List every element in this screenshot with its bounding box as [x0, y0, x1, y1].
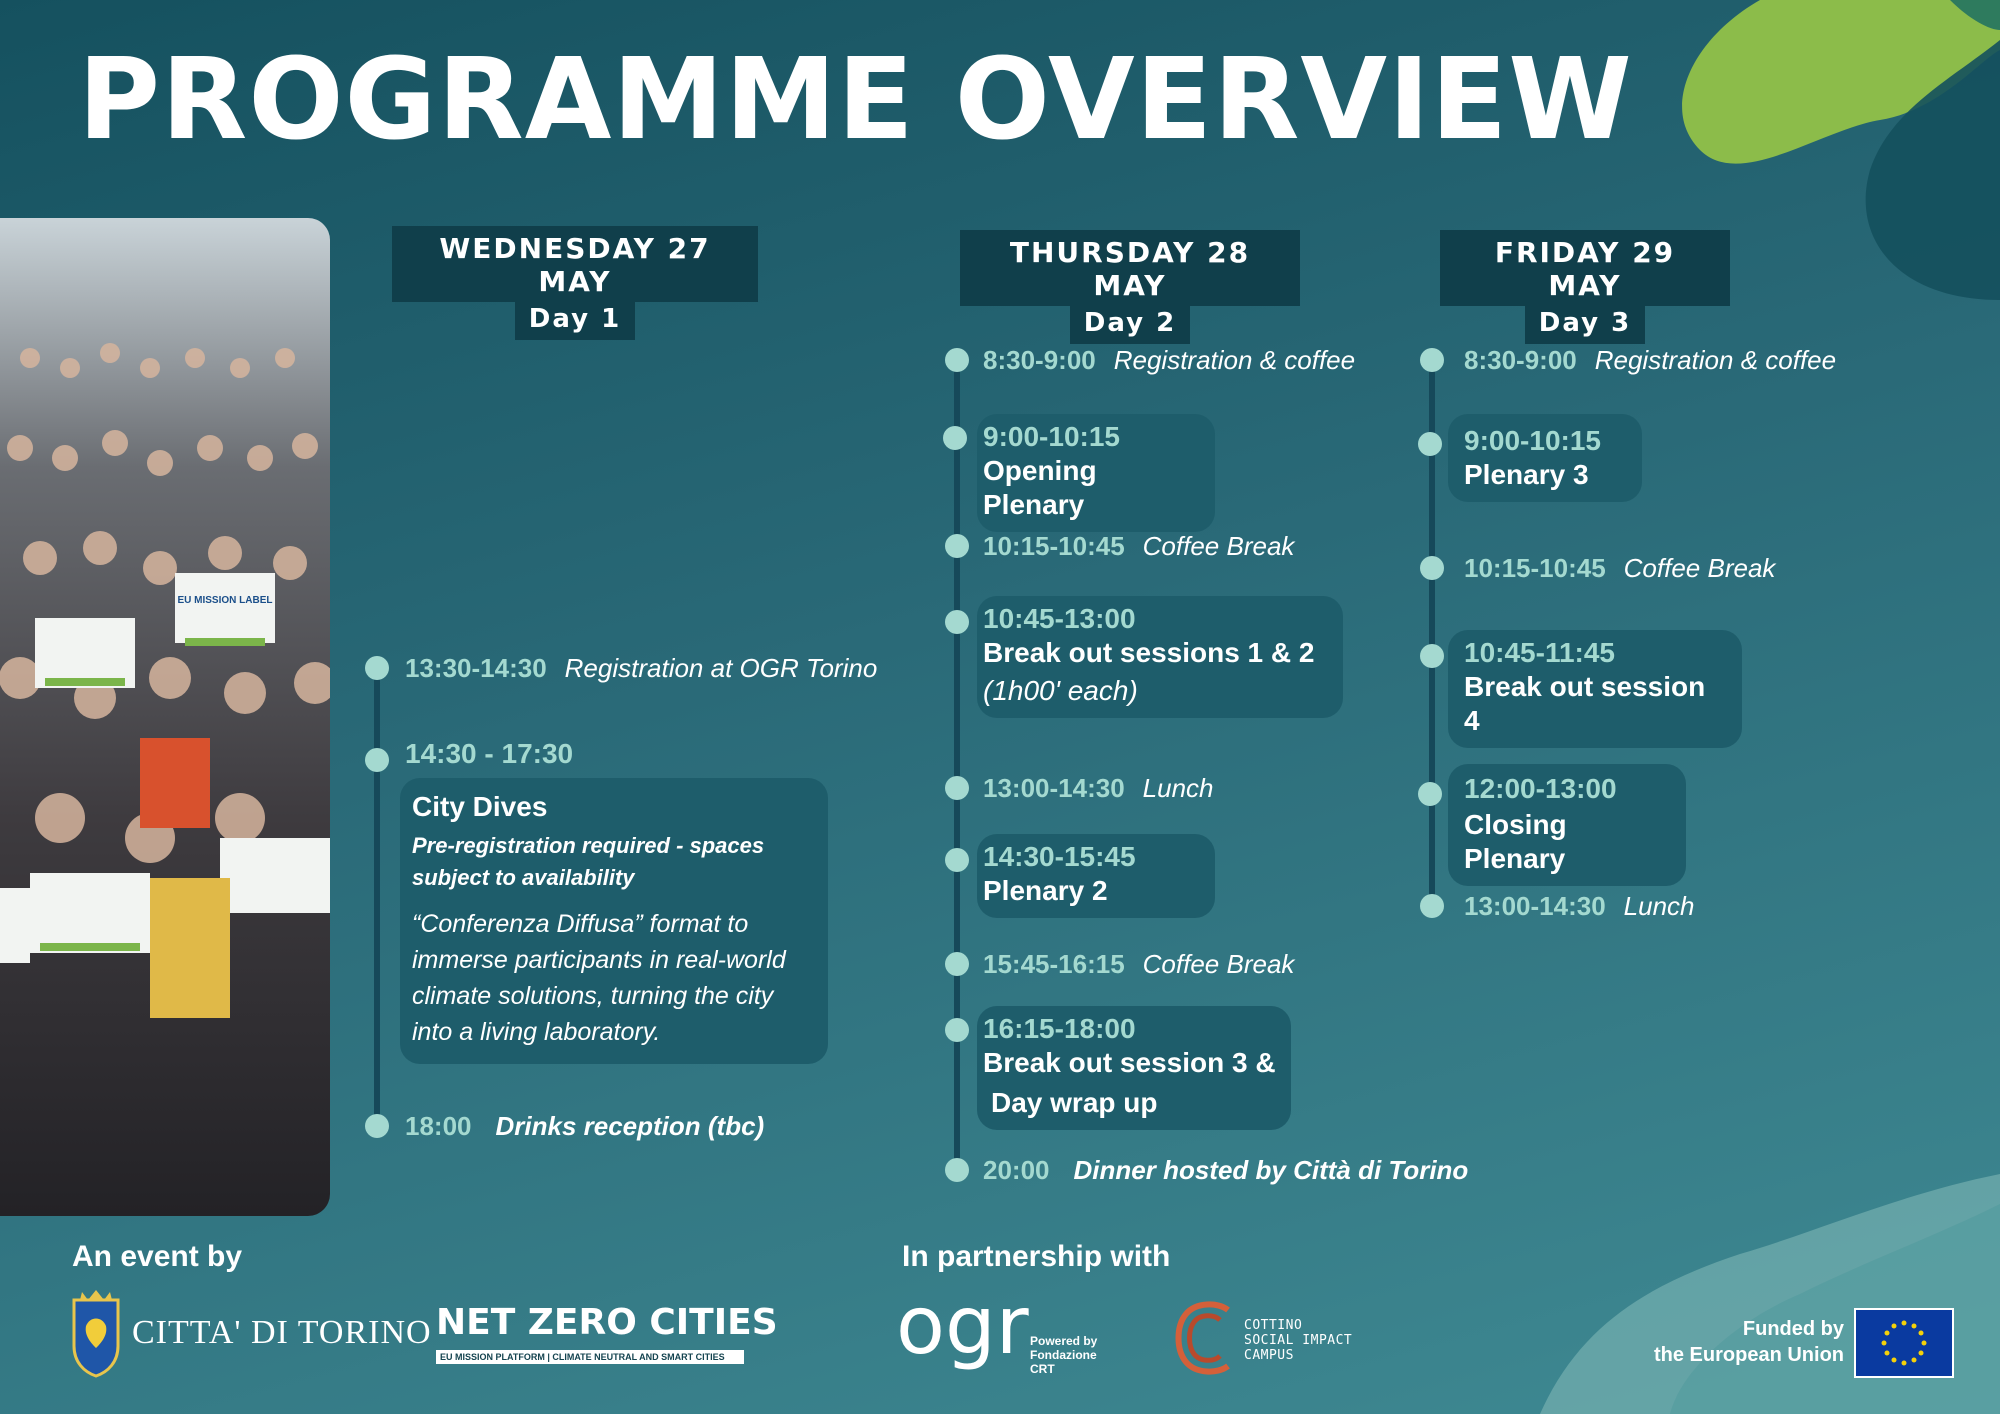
timeline-dot: [365, 656, 389, 680]
day2-breakout-1-2-card: 10:45-13:00 Break out sessions 1 & 2 (1h00' each): [977, 596, 1343, 718]
timeline-dot: [365, 748, 389, 772]
ogr-logo-text: ogr: [896, 1279, 1029, 1372]
timeline-dot: [945, 848, 969, 872]
day2-header: [960, 230, 1300, 344]
day1-slot-citydives-time: 14:30 - 17:30: [405, 738, 574, 769]
day3-label: Day 3: [1525, 306, 1645, 344]
day2-timeline: [954, 362, 960, 1172]
timeline-dot: [1418, 432, 1442, 456]
event-by-label: An event by: [72, 1240, 243, 1273]
timeline-dot: [945, 534, 969, 558]
day1-timeline: [374, 668, 380, 1126]
day1-header: [392, 226, 758, 340]
day2-label: Day 2: [1070, 306, 1190, 344]
timeline-dot: [1420, 894, 1444, 918]
timeline-dot: [1420, 348, 1444, 372]
day1-citydives-card: City Dives Pre-registration required - spaces subject to availability “Conferenza Diffusa” format to immerse participants in real-world climate solutions, turning the city into a living laboratory.: [400, 778, 828, 1064]
photo-sign-text: EU MISSION LABEL: [177, 595, 273, 606]
day2-date: THURSDAY 28 MAY: [960, 230, 1300, 306]
partnership-label: In partnership with: [902, 1240, 1171, 1273]
day3-date: FRIDAY 29 MAY: [1440, 230, 1730, 306]
day2-opening-plenary-card: 9:00-10:15 Opening Plenary: [977, 414, 1215, 532]
cottino-logo-icon: [1174, 1300, 1238, 1376]
timeline-dot: [943, 426, 967, 450]
timeline-dot: [945, 1158, 969, 1182]
day1-date: WEDNESDAY 27 MAY: [392, 226, 758, 302]
day2-breakout3-card: 16:15-18:00 Break out session 3 & Day wrap up: [977, 1006, 1291, 1130]
timeline-dot: [1418, 782, 1442, 806]
torino-logo-text: CITTA' DI TORINO: [132, 1314, 432, 1351]
day2-slot-coffee2: 15:45-16:15 Coffee Break: [983, 949, 1295, 979]
timeline-dot: [945, 952, 969, 976]
timeline-dot: [945, 610, 969, 634]
day2-slot-registration: 8:30-9:00 Registration & coffee: [983, 345, 1356, 375]
eu-flag-icon: [1854, 1308, 1954, 1378]
page-title: PROGRAMME OVERVIEW: [78, 35, 1633, 165]
nzc-logo-subtitle: EU MISSION PLATFORM | CLIMATE NEUTRAL AND SMART CITIES: [436, 1350, 744, 1364]
ogr-logo-subtitle: Powered by Fondazione CRT: [1030, 1334, 1098, 1376]
timeline-dot: [1420, 556, 1444, 580]
day1-label: Day 1: [515, 302, 635, 340]
day3-closing-plenary-card: 12:00-13:00 Closing Plenary: [1448, 764, 1686, 886]
timeline-dot: [945, 776, 969, 800]
day3-breakout4-card: 10:45-11:45 Break out session 4: [1448, 630, 1742, 748]
day1-slot-drinks: 18:00 Drinks reception (tbc): [405, 1111, 765, 1141]
torino-crest-icon: [68, 1286, 124, 1378]
timeline-dot: [945, 348, 969, 372]
day3-slot-coffee: 10:15-10:45 Coffee Break: [1464, 553, 1776, 583]
nzc-logo-text: NET ZERO CITIES: [436, 1302, 778, 1343]
group-photo: [0, 218, 330, 1216]
decorative-blob-bottom: [1480, 1174, 2000, 1414]
day3-plenary3-card: 9:00-10:15 Plenary 3: [1448, 414, 1642, 502]
day3-slot-lunch: 13:00-14:30 Lunch: [1464, 891, 1695, 921]
cottino-logo-text: COTTINO SOCIAL IMPACT CAMPUS: [1244, 1318, 1353, 1363]
timeline-dot: [1420, 644, 1444, 668]
day2-slot-coffee1: 10:15-10:45 Coffee Break: [983, 531, 1295, 561]
day2-slot-lunch: 13:00-14:30 Lunch: [983, 773, 1214, 803]
day2-plenary2-card: 14:30-15:45 Plenary 2: [977, 834, 1215, 918]
timeline-dot: [365, 1114, 389, 1138]
day3-header: [1440, 230, 1730, 344]
day1-slot-registration: 13:30-14:30 Registration at OGR Torino: [405, 653, 878, 683]
day3-slot-registration: 8:30-9:00 Registration & coffee: [1464, 345, 1837, 375]
day2-slot-dinner: 20:00 Dinner hosted by Città di Torino: [983, 1155, 1469, 1185]
funded-by-text: Funded by the European Union: [1654, 1318, 1844, 1366]
timeline-dot: [945, 1018, 969, 1042]
